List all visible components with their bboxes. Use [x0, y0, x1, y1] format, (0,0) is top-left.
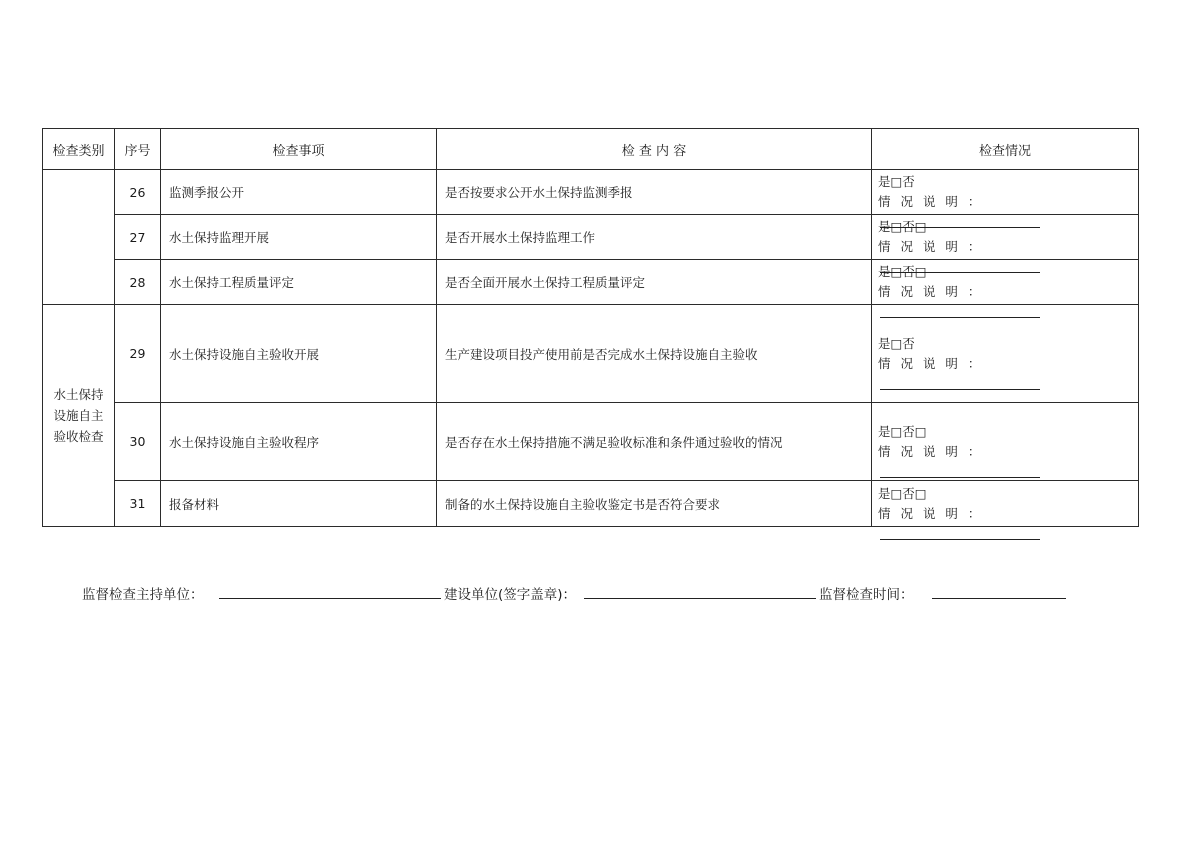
- explain-field[interactable]: [880, 463, 1040, 478]
- explain-label: 情 况 说 明 ：: [878, 355, 984, 371]
- header-status: 检查情况: [872, 129, 1139, 170]
- explain-label: 情 况 说 明 ：: [878, 194, 984, 209]
- row-content: 是否全面开展水土保持工程质量评定: [437, 260, 872, 305]
- inspection-table: [42, 128, 1139, 527]
- category-label: 水土保持设施自主验收检查: [53, 387, 104, 444]
- row-status: [872, 403, 1139, 481]
- row-content: 是否按要求公开水土保持监测季报: [437, 170, 872, 215]
- explain-label: 情 况 说 明 ：: [878, 443, 984, 459]
- explain-label: 情 况 说 明 ：: [878, 239, 984, 254]
- row-number: 30: [115, 403, 161, 481]
- explain-field[interactable]: [880, 375, 1040, 390]
- row-status: [872, 170, 1139, 215]
- category-cell: [43, 305, 115, 527]
- row-item: 水土保持设施自主验收程序: [161, 403, 437, 481]
- table-header-row: [43, 129, 1139, 170]
- table-row: [43, 481, 1139, 527]
- table-row: [43, 170, 1139, 215]
- yes-no-choice[interactable]: 是□否□: [878, 485, 927, 501]
- row-number: 26: [115, 170, 161, 215]
- supervisor-unit-label: 监督检查主持单位：: [82, 587, 204, 603]
- header-number: 序号: [115, 129, 161, 170]
- yes-no-choice[interactable]: 是□否□: [878, 219, 927, 234]
- row-status: [872, 481, 1139, 527]
- explain-field[interactable]: [880, 303, 1040, 318]
- yes-no-choice[interactable]: 是□否□: [878, 423, 927, 439]
- inspection-time-field[interactable]: [932, 598, 1066, 599]
- row-item: 水土保持监理开展: [161, 215, 437, 260]
- row-number: 27: [115, 215, 161, 260]
- row-number: 31: [115, 481, 161, 527]
- row-content: 生产建设项目投产使用前是否完成水土保持设施自主验收: [437, 305, 872, 403]
- row-content: 制备的水土保持设施自主验收鉴定书是否符合要求: [437, 481, 872, 527]
- header-content: 检 查 内 容: [437, 129, 872, 170]
- row-item: 监测季报公开: [161, 170, 437, 215]
- yes-no-choice[interactable]: 是□否: [878, 174, 915, 189]
- explain-label: 情 况 说 明 ：: [878, 284, 984, 299]
- header-item: 检查事项: [161, 129, 437, 170]
- table-row: [43, 403, 1139, 481]
- row-number: 28: [115, 260, 161, 305]
- row-content: 是否存在水土保持措施不满足验收标准和条件通过验收的情况: [437, 403, 872, 481]
- row-content: 是否开展水土保持监理工作: [437, 215, 872, 260]
- explain-label: 情 况 说 明 ：: [878, 505, 984, 521]
- category-cell-empty: [43, 170, 115, 305]
- explain-field[interactable]: [880, 525, 1040, 540]
- construction-unit-label: 建设单位(签字盖章)：: [444, 587, 577, 603]
- yes-no-choice[interactable]: 是□否□: [878, 264, 927, 279]
- row-item: 水土保持工程质量评定: [161, 260, 437, 305]
- signature-footer: [82, 583, 1082, 607]
- row-item: 水土保持设施自主验收开展: [161, 305, 437, 403]
- construction-unit-field[interactable]: [584, 598, 816, 599]
- row-item: 报备材料: [161, 481, 437, 527]
- supervisor-unit-field[interactable]: [219, 598, 441, 599]
- inspection-time-label: 监督检查时间：: [819, 587, 914, 603]
- header-category: 检查类别: [43, 129, 115, 170]
- yes-no-choice[interactable]: 是□否: [878, 335, 915, 351]
- row-number: 29: [115, 305, 161, 403]
